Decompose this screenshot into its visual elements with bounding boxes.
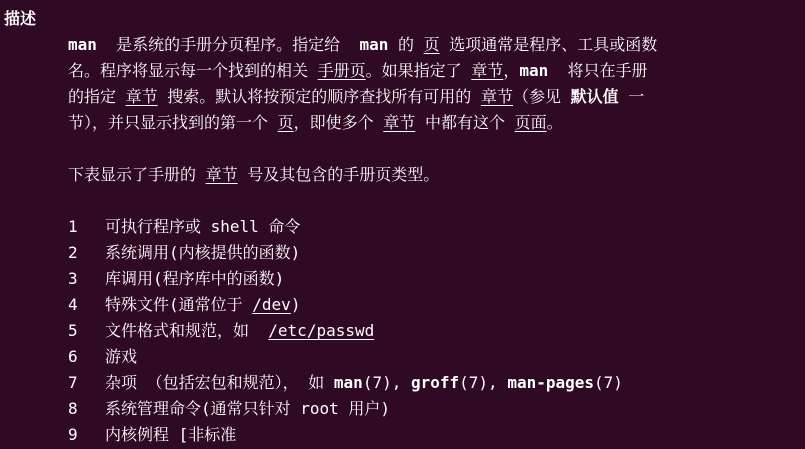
section-table-row — [4, 396, 801, 422]
text-segment: 系统管理命令(通常只针对 root 用户) — [105, 399, 391, 418]
underlined-text-segment: 章节 — [205, 165, 238, 184]
section-number: 6 — [68, 347, 78, 366]
text-segment: (7) — [594, 373, 623, 392]
underlined-text-segment: 页 — [277, 113, 294, 132]
text-segment: 可执行程序或 shell 命令 — [105, 217, 301, 236]
bold-text-segment: 默认值 — [570, 87, 619, 106]
text-segment: 的指定 — [68, 87, 126, 106]
text-segment: ， — [503, 61, 520, 80]
text-segment: 将只在手册 — [548, 61, 648, 80]
section-heading — [4, 6, 801, 32]
section-number: 3 — [68, 269, 78, 288]
text-segment: 。 — [546, 113, 563, 132]
bold-text-segment: man-pages — [507, 373, 595, 392]
text-segment: （参见 — [512, 87, 571, 106]
bold-text-segment: man — [68, 35, 97, 54]
section-table-row — [4, 292, 801, 318]
section-number: 5 — [68, 321, 78, 340]
section-number: 7 — [68, 373, 78, 392]
text-segment: 特殊文件(通常位于 — [105, 295, 253, 314]
section-table-row — [4, 318, 801, 344]
text-segment: 的 — [388, 35, 424, 54]
underlined-text-segment: 章节 — [125, 87, 158, 106]
underlined-text-segment: 页面 — [514, 113, 547, 132]
bold-text-segment: man — [519, 61, 549, 80]
bold-text-segment: groff — [410, 373, 460, 392]
section-number: 4 — [68, 295, 78, 314]
underlined-text-segment: 章节 — [383, 113, 416, 132]
manpage-text-line — [4, 110, 801, 136]
text-segment: 号及其包含的手册页类型。 — [237, 165, 440, 184]
manpage-text-line — [4, 162, 801, 188]
section-table-row — [4, 422, 801, 448]
section-table-row — [4, 344, 801, 370]
text-segment: 搜索。默认将按预定的顺序查找所有可用的 — [157, 87, 481, 106]
section-number: 1 — [68, 217, 78, 236]
manpage-text-line — [4, 84, 801, 110]
text-segment: 游戏 — [105, 347, 138, 366]
section-number: 8 — [68, 399, 78, 418]
underlined-text-segment: 章节 — [471, 61, 504, 80]
section-table-row — [4, 214, 801, 240]
text-segment: (7), — [362, 373, 411, 392]
section-table-row — [4, 266, 801, 292]
text-segment: 是系统的手册分页程序。指定给 — [96, 35, 360, 54]
blank-line — [4, 136, 801, 162]
text-segment: 下表显示了手册的 — [68, 165, 206, 184]
manpage-text-line — [4, 32, 801, 58]
bold-text-segment: 描述 — [4, 9, 37, 28]
bold-text-segment: man — [359, 35, 389, 54]
text-segment: 一 — [618, 87, 645, 106]
text-segment: 杂项 （包括宏包和规范）， 如 — [105, 373, 334, 392]
blank-line — [4, 188, 801, 214]
text-segment: ) — [290, 295, 301, 314]
text-segment: 。如果指定了 — [365, 61, 472, 80]
underlined-text-segment: 页 — [423, 35, 440, 54]
section-table-row — [4, 370, 801, 396]
text-segment: 节），并只显示找到的第一个 — [68, 113, 278, 132]
text-segment: 内核例程 [非标准 — [105, 425, 237, 444]
text-segment: 名。程序将显示每一个找到的相关 — [68, 61, 318, 80]
underlined-text-segment: /dev — [252, 295, 291, 314]
bold-text-segment: man — [333, 373, 363, 392]
section-table-row — [4, 240, 801, 266]
text-segment: ，即使多个 — [293, 113, 384, 132]
section-number: 9 — [68, 425, 78, 444]
text-segment: 文件格式和规范，如 — [105, 321, 269, 340]
text-segment: 选项通常是程序、工具或函数 — [439, 35, 658, 54]
text-segment: 中都有这个 — [415, 113, 515, 132]
text-segment: 系统调用(内核提供的函数) — [105, 243, 301, 262]
section-number: 2 — [68, 243, 78, 262]
text-segment: (7), — [459, 373, 508, 392]
text-segment: 库调用(程序库中的函数) — [105, 269, 285, 288]
underlined-text-segment: 章节 — [480, 87, 513, 106]
underlined-text-segment: /etc/passwd — [268, 321, 375, 340]
underlined-text-segment: 手册页 — [317, 61, 366, 80]
manpage-text-line — [4, 58, 801, 84]
